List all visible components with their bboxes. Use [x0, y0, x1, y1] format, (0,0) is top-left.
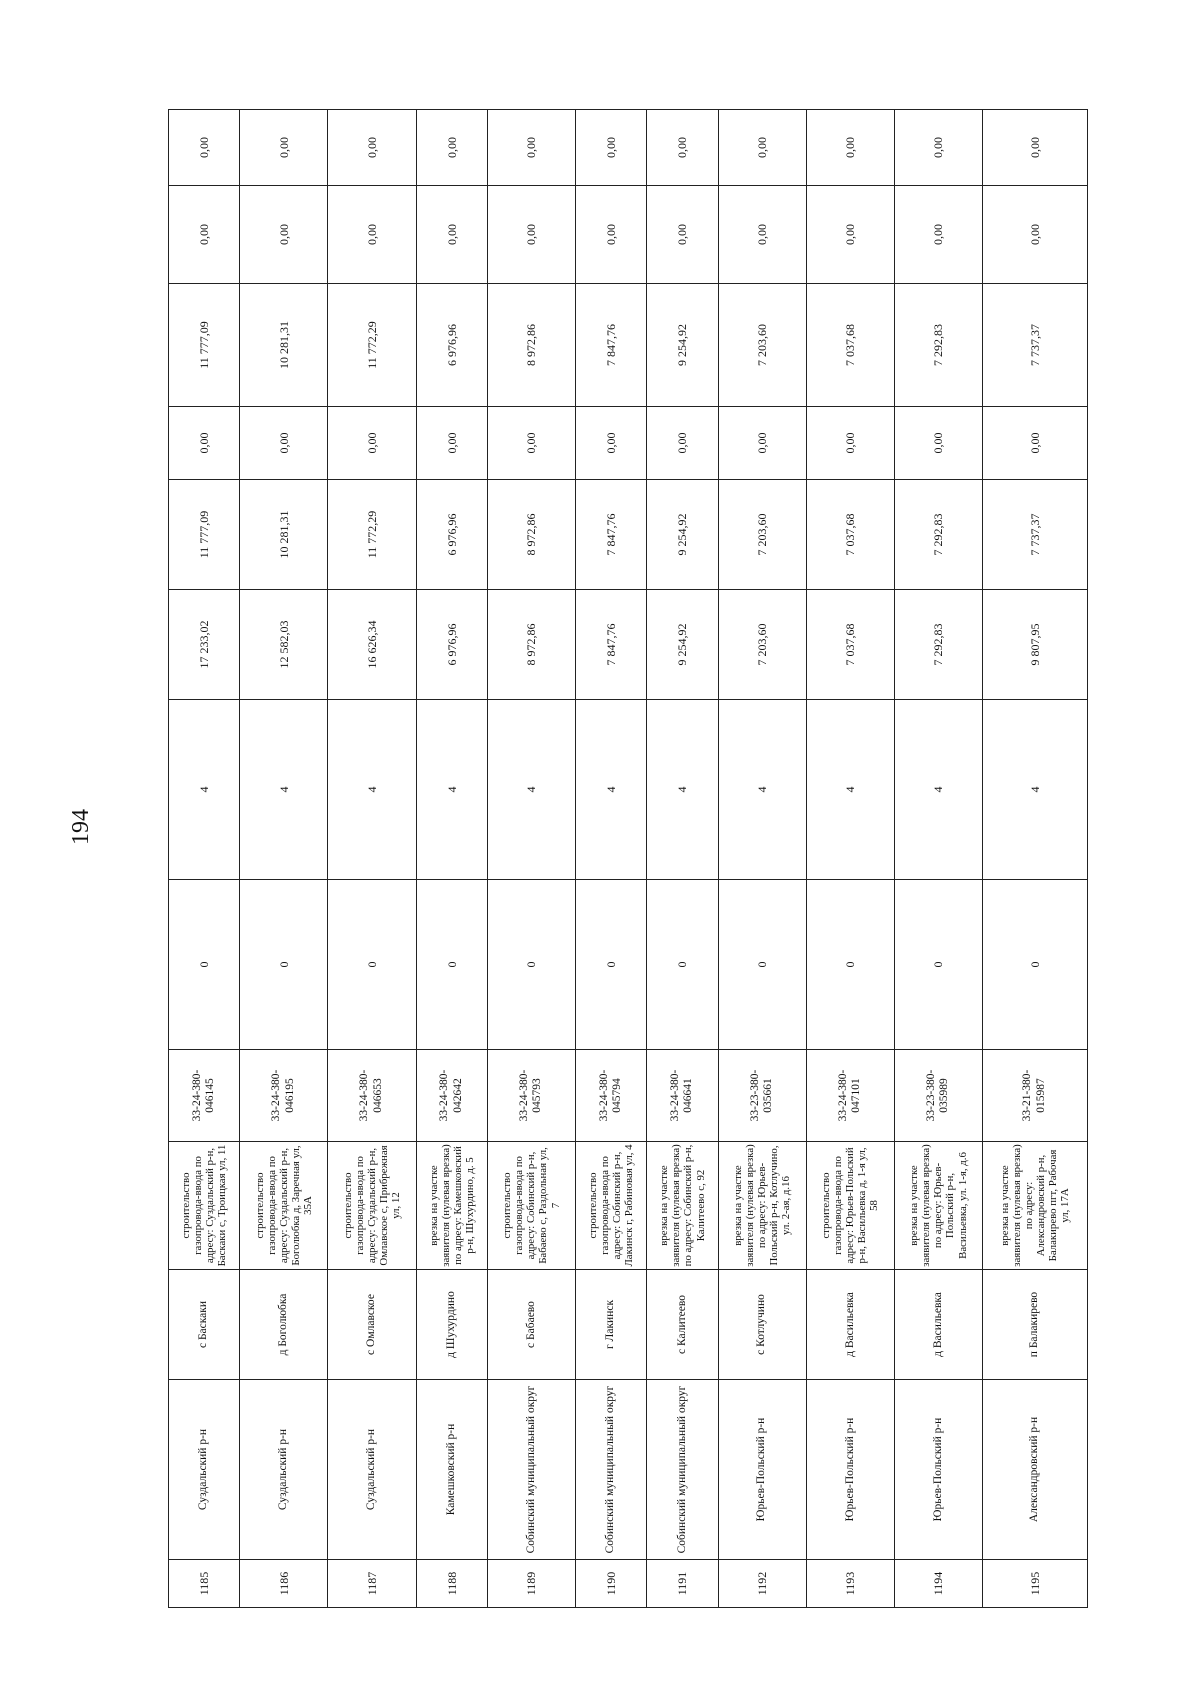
amount-col12-cell: 0,00 [169, 186, 240, 284]
district-cell: Александровский р-н [982, 1380, 1087, 1560]
row-number-cell: 1189 [487, 1560, 575, 1608]
application-code-cell: 33-24-380-045793 [487, 1050, 575, 1142]
table-row [894, 110, 982, 1608]
amount-col13-cell: 0,00 [416, 110, 487, 186]
amount-col10-cell: 0,00 [575, 407, 646, 480]
amount-col13-cell: 0,00 [894, 110, 982, 186]
locality-cell: д Боголюбка [240, 1270, 328, 1380]
locality-cell: г Лакинск [575, 1270, 646, 1380]
locality-cell: д Васильевка [806, 1270, 894, 1380]
locality-cell: с Баскаки [169, 1270, 240, 1380]
application-code-cell: 33-24-380-046195 [240, 1050, 328, 1142]
work-description-cell: строительство газопровода-ввода по адресу: Юрьев-Польский р-н, Васильевка д, 1-я ул, 58 [806, 1142, 894, 1270]
table-row [328, 110, 416, 1608]
table-row [416, 110, 487, 1608]
value-col6-cell: 0 [416, 880, 487, 1050]
amount-col9-cell: 7 847,76 [575, 480, 646, 590]
amount-col9-cell: 9 254,92 [647, 480, 718, 590]
value-col6-cell: 0 [718, 880, 806, 1050]
district-cell: Собинский муниципальный округ [487, 1380, 575, 1560]
rotated-table-wrapper [168, 110, 1088, 1608]
table-row [240, 110, 328, 1608]
district-cell: Суздальский р-н [240, 1380, 328, 1560]
value-col7-cell: 4 [169, 700, 240, 880]
amount-col11-cell: 11 777,09 [169, 284, 240, 407]
value-col6-cell: 0 [647, 880, 718, 1050]
amount-col12-cell: 0,00 [487, 186, 575, 284]
value-col7-cell: 4 [718, 700, 806, 880]
amount-col8-cell: 9 254,92 [647, 590, 718, 700]
work-description-cell: строительство газопровода-ввода по адресу: Собинский р-н, Лакинск г, Рабиновая ул, 4 [575, 1142, 646, 1270]
application-code-cell: 33-24-380-046653 [328, 1050, 416, 1142]
amount-col12-cell: 0,00 [894, 186, 982, 284]
amount-col9-cell: 11 777,09 [169, 480, 240, 590]
table-body [169, 110, 1088, 1608]
row-number-cell: 1186 [240, 1560, 328, 1608]
amount-col8-cell: 12 582,03 [240, 590, 328, 700]
work-description-cell: строительство газопровода-ввода по адресу: Собинский р-н, Бабаево с, Раздольная ул, 7 [487, 1142, 575, 1270]
row-number-cell: 1187 [328, 1560, 416, 1608]
amount-col12-cell: 0,00 [328, 186, 416, 284]
row-number-cell: 1191 [647, 1560, 718, 1608]
amount-col11-cell: 7 037,68 [806, 284, 894, 407]
amount-col10-cell: 0,00 [487, 407, 575, 480]
work-description-cell: врезка на участке заявителя (нулевая врезка) по адресу: Юрьев-Польский р-н, Котлучино, ул. 2-ая, д.16 [718, 1142, 806, 1270]
locality-cell: п Балакирево [982, 1270, 1087, 1380]
table-row [718, 110, 806, 1608]
amount-col9-cell: 8 972,86 [487, 480, 575, 590]
locality-cell: с Калитеево [647, 1270, 718, 1380]
district-cell: Собинский муниципальный округ [647, 1380, 718, 1560]
row-number-cell: 1194 [894, 1560, 982, 1608]
value-col7-cell: 4 [575, 700, 646, 880]
application-code-cell: 33-23-380-035661 [718, 1050, 806, 1142]
table-row [806, 110, 894, 1608]
amount-col13-cell: 0,00 [982, 110, 1087, 186]
district-cell: Собинский муниципальный округ [575, 1380, 646, 1560]
district-cell: Суздальский р-н [328, 1380, 416, 1560]
amount-col10-cell: 0,00 [328, 407, 416, 480]
amount-col13-cell: 0,00 [487, 110, 575, 186]
amount-col12-cell: 0,00 [718, 186, 806, 284]
data-table [168, 109, 1088, 1608]
work-description-cell: врезка на участке заявителя (нулевая врезка) по адресу: Александровский р-н, Балакирево пгт, Рабочая ул, 17А [982, 1142, 1087, 1270]
amount-col10-cell: 0,00 [806, 407, 894, 480]
value-col6-cell: 0 [487, 880, 575, 1050]
work-description-cell: врезка на участке заявителя (нулевая врезка) по адресу: Собинский р-н, Калитеево с, 92 [647, 1142, 718, 1270]
work-description-cell: строительство газопровода-ввода по адресу: Суздальский р-н, Омлавское с, Прибрежная ул, 12 [328, 1142, 416, 1270]
application-code-cell: 33-24-380-047101 [806, 1050, 894, 1142]
district-cell: Камешковский р-н [416, 1380, 487, 1560]
work-description-cell: врезка на участке заявителя (нулевая врезка) по адресу: Юрьев-Польский р-н, Васильевка, ул. 1-я, д.6 [894, 1142, 982, 1270]
value-col7-cell: 4 [982, 700, 1087, 880]
amount-col10-cell: 0,00 [240, 407, 328, 480]
value-col7-cell: 4 [416, 700, 487, 880]
table-row [169, 110, 240, 1608]
application-code-cell: 33-24-380-045794 [575, 1050, 646, 1142]
row-number-cell: 1188 [416, 1560, 487, 1608]
value-col6-cell: 0 [575, 880, 646, 1050]
work-description-cell: строительство газопровода-ввода по адресу: Суздальский р-н, Баскаки с, Троицкая ул, 11 [169, 1142, 240, 1270]
amount-col8-cell: 7 292,83 [894, 590, 982, 700]
work-description-cell: врезка на участке заявителя (нулевая врезка) по адресу: Камешковский р-н, Шухурдино, д. 5 [416, 1142, 487, 1270]
row-number-cell: 1190 [575, 1560, 646, 1608]
amount-col9-cell: 7 737,37 [982, 480, 1087, 590]
amount-col10-cell: 0,00 [169, 407, 240, 480]
amount-col9-cell: 7 203,60 [718, 480, 806, 590]
application-code-cell: 33-24-380-042642 [416, 1050, 487, 1142]
district-cell: Юрьев-Польский р-н [806, 1380, 894, 1560]
locality-cell: с Котлучино [718, 1270, 806, 1380]
value-col7-cell: 4 [806, 700, 894, 880]
locality-cell: д Шухурдино [416, 1270, 487, 1380]
amount-col8-cell: 7 847,76 [575, 590, 646, 700]
value-col6-cell: 0 [982, 880, 1087, 1050]
amount-col11-cell: 7 847,76 [575, 284, 646, 407]
application-code-cell: 33-24-380-046641 [647, 1050, 718, 1142]
value-col6-cell: 0 [806, 880, 894, 1050]
value-col6-cell: 0 [169, 880, 240, 1050]
application-code-cell: 33-23-380-035989 [894, 1050, 982, 1142]
amount-col9-cell: 7 292,83 [894, 480, 982, 590]
row-number-cell: 1192 [718, 1560, 806, 1608]
amount-col10-cell: 0,00 [982, 407, 1087, 480]
amount-col13-cell: 0,00 [328, 110, 416, 186]
page-number: 194 [68, 809, 94, 845]
value-col6-cell: 0 [894, 880, 982, 1050]
amount-col13-cell: 0,00 [575, 110, 646, 186]
amount-col8-cell: 16 626,34 [328, 590, 416, 700]
amount-col11-cell: 9 254,92 [647, 284, 718, 407]
amount-col12-cell: 0,00 [982, 186, 1087, 284]
locality-cell: с Омлавское [328, 1270, 416, 1380]
application-code-cell: 33-21-380-015987 [982, 1050, 1087, 1142]
amount-col11-cell: 11 772,29 [328, 284, 416, 407]
amount-col11-cell: 10 281,31 [240, 284, 328, 407]
table-row [575, 110, 646, 1608]
amount-col10-cell: 0,00 [416, 407, 487, 480]
amount-col11-cell: 8 972,86 [487, 284, 575, 407]
work-description-cell: строительство газопровода-ввода по адресу: Суздальский р-н, Боголюбка д, Заречная ул, 35А [240, 1142, 328, 1270]
amount-col12-cell: 0,00 [647, 186, 718, 284]
amount-col8-cell: 6 976,96 [416, 590, 487, 700]
value-col7-cell: 4 [487, 700, 575, 880]
amount-col13-cell: 0,00 [718, 110, 806, 186]
amount-col11-cell: 6 976,96 [416, 284, 487, 407]
amount-col11-cell: 7 737,37 [982, 284, 1087, 407]
value-col7-cell: 4 [240, 700, 328, 880]
amount-col9-cell: 7 037,68 [806, 480, 894, 590]
table-row [487, 110, 575, 1608]
row-number-cell: 1185 [169, 1560, 240, 1608]
row-number-cell: 1195 [982, 1560, 1087, 1608]
amount-col8-cell: 9 807,95 [982, 590, 1087, 700]
table-row [647, 110, 718, 1608]
amount-col10-cell: 0,00 [718, 407, 806, 480]
locality-cell: д Васильевка [894, 1270, 982, 1380]
value-col7-cell: 4 [328, 700, 416, 880]
amount-col8-cell: 17 233,02 [169, 590, 240, 700]
district-cell: Юрьев-Польский р-н [718, 1380, 806, 1560]
amount-col8-cell: 7 203,60 [718, 590, 806, 700]
amount-col13-cell: 0,00 [647, 110, 718, 186]
amount-col10-cell: 0,00 [894, 407, 982, 480]
district-cell: Юрьев-Польский р-н [894, 1380, 982, 1560]
application-code-cell: 33-24-380-046145 [169, 1050, 240, 1142]
amount-col9-cell: 6 976,96 [416, 480, 487, 590]
amount-col8-cell: 8 972,86 [487, 590, 575, 700]
amount-col13-cell: 0,00 [806, 110, 894, 186]
value-col7-cell: 4 [894, 700, 982, 880]
amount-col13-cell: 0,00 [169, 110, 240, 186]
amount-col12-cell: 0,00 [806, 186, 894, 284]
amount-col11-cell: 7 203,60 [718, 284, 806, 407]
amount-col10-cell: 0,00 [647, 407, 718, 480]
value-col6-cell: 0 [328, 880, 416, 1050]
amount-col11-cell: 7 292,83 [894, 284, 982, 407]
amount-col13-cell: 0,00 [240, 110, 328, 186]
table-row [982, 110, 1087, 1608]
amount-col8-cell: 7 037,68 [806, 590, 894, 700]
amount-col9-cell: 10 281,31 [240, 480, 328, 590]
value-col7-cell: 4 [647, 700, 718, 880]
row-number-cell: 1193 [806, 1560, 894, 1608]
value-col6-cell: 0 [240, 880, 328, 1050]
amount-col12-cell: 0,00 [575, 186, 646, 284]
locality-cell: с Бабаево [487, 1270, 575, 1380]
amount-col12-cell: 0,00 [240, 186, 328, 284]
amount-col12-cell: 0,00 [416, 186, 487, 284]
district-cell: Суздальский р-н [169, 1380, 240, 1560]
amount-col9-cell: 11 772,29 [328, 480, 416, 590]
